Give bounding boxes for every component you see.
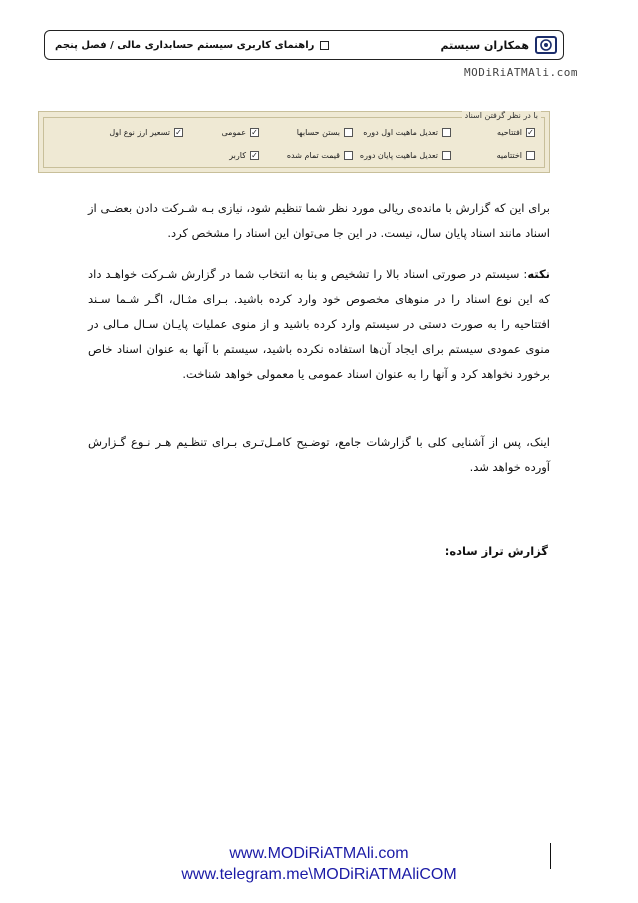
page-header: [44, 30, 564, 60]
checkbox-checked-icon[interactable]: ✓: [175, 127, 182, 137]
checkbox-unchecked-icon[interactable]: [344, 151, 353, 160]
company-logo-icon: [535, 36, 557, 54]
paragraph-next: [88, 430, 550, 480]
option-label: تعدیل ماهیت پایان دوره: [359, 151, 438, 160]
checkbox-checked-icon[interactable]: ✓: [251, 150, 258, 160]
option-general[interactable]: [222, 128, 259, 137]
header-chapter-title: راهنمای کاربری سیستم حسابداری مالی / فصل پنجم: [55, 39, 315, 51]
footer-website-link[interactable]: www.MODiRiATMAli.com: [229, 845, 409, 862]
option-closing-nature-adjust[interactable]: [360, 151, 451, 160]
note-label: نکته: [527, 267, 550, 281]
checkbox-unchecked-icon[interactable]: [442, 128, 451, 137]
option-label: بستن حسابها: [296, 128, 340, 137]
paragraph-text: [88, 262, 550, 387]
option-label: تعدیل ماهیت اول دوره: [363, 128, 438, 137]
option-user[interactable]: [229, 151, 259, 160]
option-label: عمومی: [221, 128, 246, 137]
option-currency-conversion[interactable]: [109, 128, 183, 137]
square-bullet-icon: [320, 41, 329, 50]
header-chapter-title-block: [55, 40, 329, 51]
checkbox-checked-icon[interactable]: ✓: [251, 127, 258, 137]
header-company-block: [441, 36, 557, 54]
option-opening[interactable]: [497, 128, 535, 137]
option-label: کاربر: [229, 151, 246, 160]
header-company-name: همکاران سیستم: [440, 38, 529, 52]
paragraph-note: [88, 262, 550, 387]
options-groupbox: [43, 117, 545, 168]
footer-telegram-link[interactable]: www.telegram.me\MODiRiATMAliCOM: [181, 866, 457, 883]
checkbox-unchecked-icon[interactable]: [442, 151, 451, 160]
option-close-accounts[interactable]: [297, 128, 353, 137]
checkbox-unchecked-icon[interactable]: [344, 128, 353, 137]
checkbox-checked-icon[interactable]: ✓: [527, 127, 534, 137]
document-options-screenshot: [38, 111, 550, 173]
section-heading: گزارش تراز ساده:: [444, 544, 548, 558]
checkbox-unchecked-icon[interactable]: [526, 151, 535, 160]
option-closing[interactable]: [497, 151, 535, 160]
option-label: افتتاحیه: [497, 128, 522, 137]
options-groupbox-title: با در نظر گرفتن اسناد: [462, 111, 541, 120]
option-label: تسعیر ارز نوع اول: [109, 128, 170, 137]
option-opening-nature-adjust[interactable]: [363, 128, 451, 137]
site-watermark: MODiRiATMAli.com: [464, 66, 578, 79]
note-text: : سیستم در صورتی اسناد بالا را تشخیص و بنا به انتخاب شما در گزارش شـرکت خواهـد داد که این نوع اسناد را در منوهای مخصوص خود وارد کرده باشید. بـرای مثـال، اگـر شـما سـند افتتاحیه را به صورت دستی در سیستم وارد کرده باشید و از منوی عملیات پایـان سـال مـالی در منوی عمودی سیستم برای ایجاد آن‌ها استفاده نکرده باشید، سیستم با آنها به عنوان اسناد خاص برخورد نخواهد کرد و آنها را به عنوان اسناد عمومی یا معمولی خواهد شناخت.: [88, 267, 550, 381]
paragraph-text: اینک، پس از آشنایی کلی با گزارشات جامع، توضـیح کامـل‌تـری بـرای تنظـیم هـر نـوع گـزارش آورده خواهد شد.: [88, 435, 550, 474]
paragraph-text: برای این که گزارش با مانده‌ی ریالی مورد نظر شما تنظیم شود، نیازی بـه شـرکت دادن بعضـی از اسناد مانند اسناد پایان سال، نیست. در این جا می‌توان این اسناد را مشخص کرد.: [88, 201, 550, 240]
option-label: اختتامیه: [496, 151, 522, 160]
option-label: قیمت تمام شده: [286, 151, 340, 160]
option-cost-price[interactable]: [287, 151, 353, 160]
paragraph-intro: [88, 196, 550, 246]
